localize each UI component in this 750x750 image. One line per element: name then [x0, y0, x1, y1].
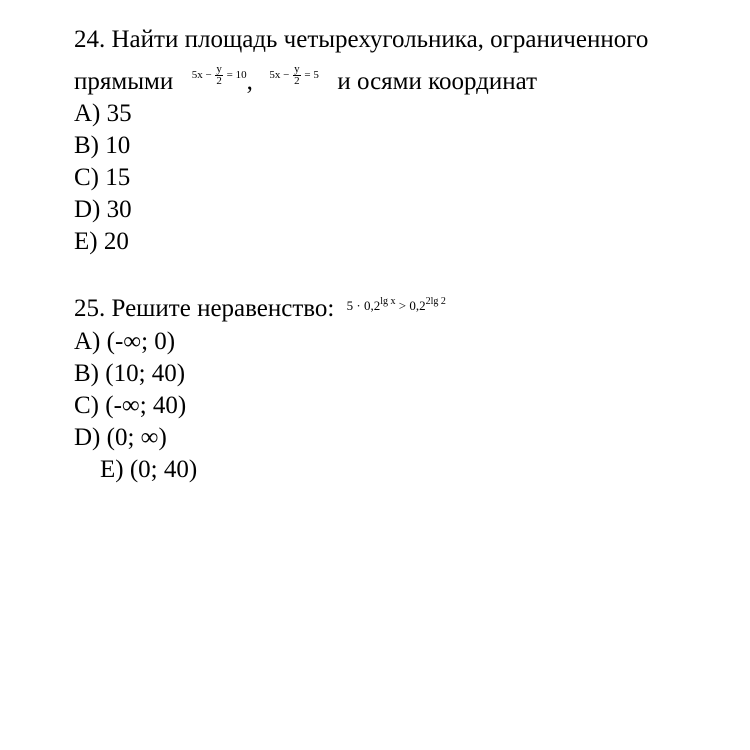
ineq-left-base: 5 · 0,2 [346, 298, 381, 313]
q24-line2-end: и осями координат [337, 68, 538, 95]
q24-separator: , [246, 68, 253, 95]
q24-equation-1 [192, 64, 247, 87]
q24-title: 24. Найти площадь четырехугольника, ограниченного [74, 26, 649, 53]
eq2-denominator: 2 [294, 74, 300, 87]
q24-option-d: D) 30 [74, 196, 132, 223]
eq1-denominator: 2 [216, 74, 222, 87]
q25-title [74, 294, 446, 324]
eq1-fraction [215, 64, 223, 87]
q25-title-text: 25. Решите неравенство: [74, 295, 335, 322]
q25-option-e: E) (0; 40) [100, 456, 198, 483]
q25-option-b: B) (10; 40) [74, 360, 186, 387]
ineq-left-exponent: lg x [380, 296, 396, 307]
q24-option-e: E) 20 [74, 228, 129, 255]
eq1-right: = 10 [226, 68, 247, 81]
eq2-right: = 5 [304, 68, 319, 81]
eq2-left: 5x − [269, 68, 290, 81]
eq2-fraction [293, 64, 301, 87]
eq1-numerator: y [216, 62, 222, 75]
q24-equation-2 [269, 64, 318, 87]
q25-inequality [347, 298, 446, 313]
eq1-left: 5x − [191, 68, 212, 81]
ineq-operator: > 0,2 [398, 298, 426, 313]
q24-option-b: B) 10 [74, 132, 131, 159]
q25-option-c: C) (-∞; 40) [74, 392, 187, 419]
q24-line2-start: прямыми [74, 68, 174, 95]
q24-option-c: C) 15 [74, 164, 131, 191]
q24-option-a: A) 35 [74, 100, 132, 127]
q24-line2 [74, 62, 538, 97]
ineq-right-exponent: 2lg 2 [425, 296, 446, 307]
q25-option-d: D) (0; ∞) [74, 424, 167, 451]
q25-option-a: A) (-∞; 0) [74, 328, 176, 355]
eq2-numerator: y [294, 62, 300, 75]
